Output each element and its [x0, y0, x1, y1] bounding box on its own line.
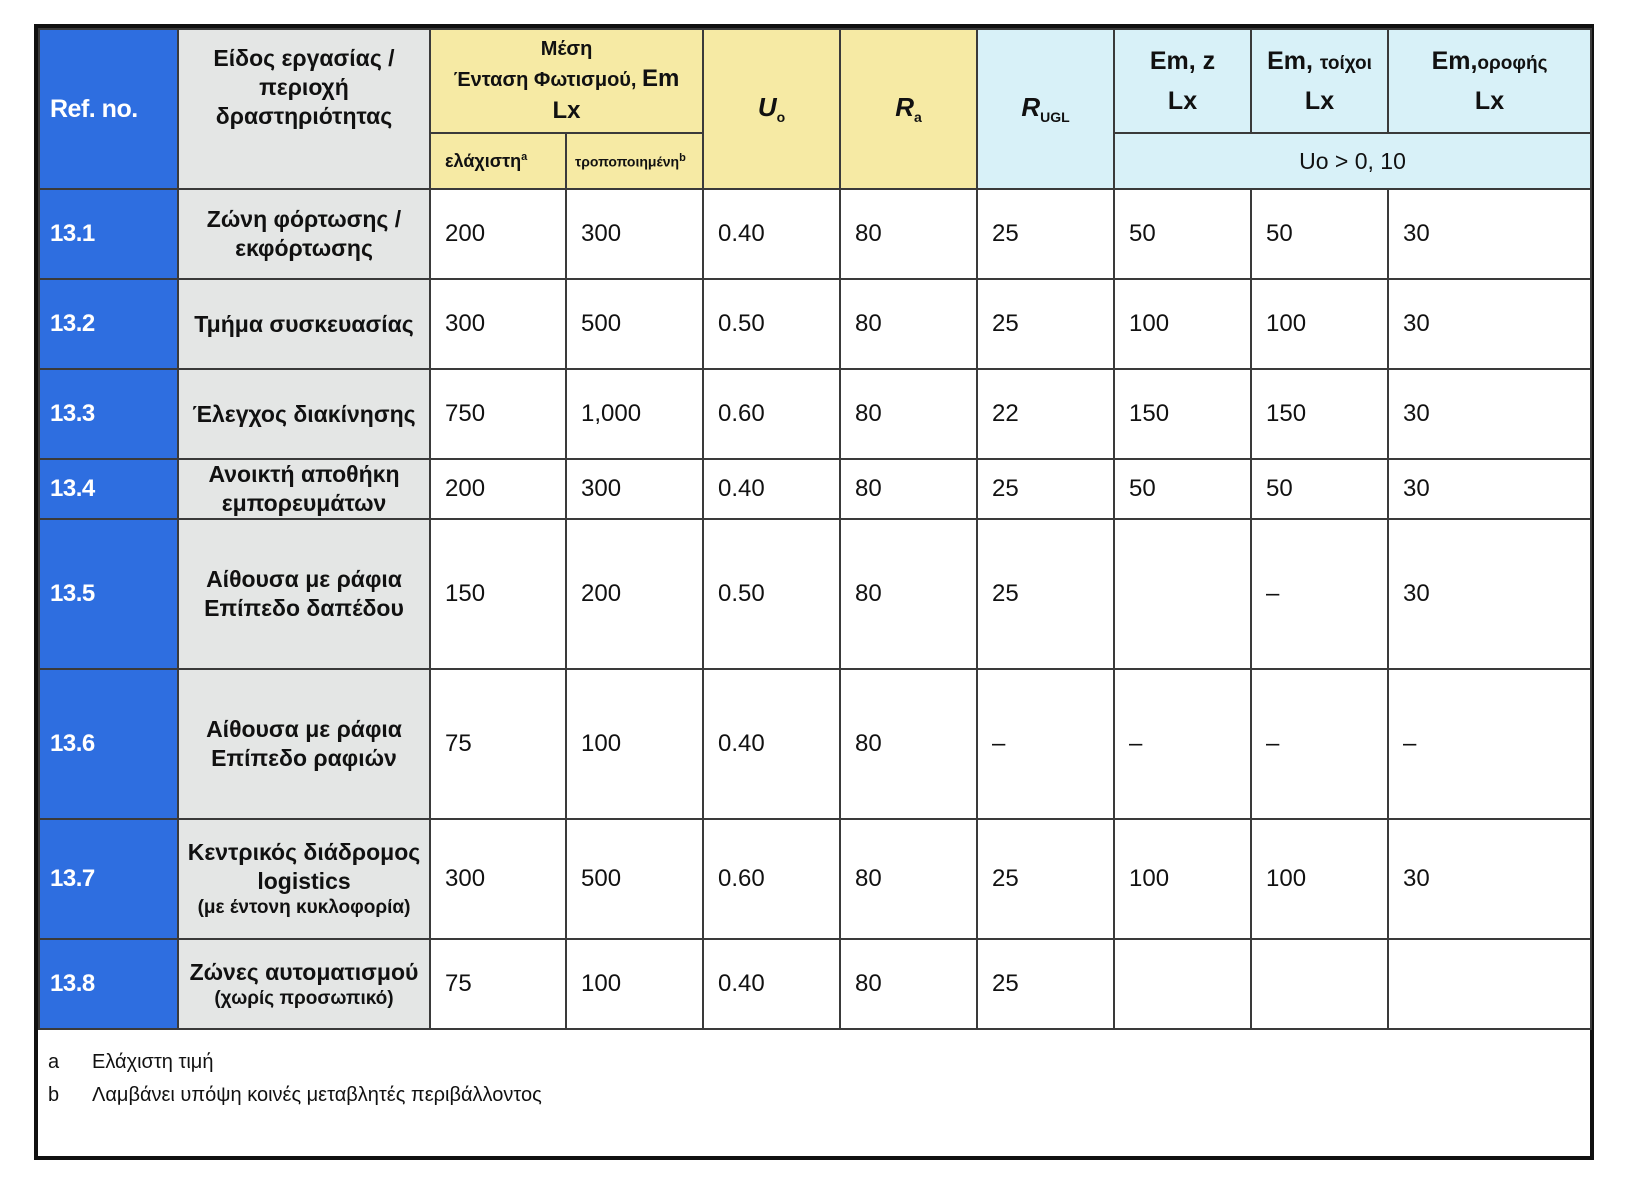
task-line: Ανοικτή αποθήκη	[208, 461, 400, 488]
rugl-cell: 25	[977, 819, 1114, 939]
emwall-cell: 50	[1251, 459, 1388, 519]
table-row	[39, 819, 1591, 939]
emceil-cell	[1388, 939, 1591, 1029]
uo-cell: 0.40	[703, 669, 840, 819]
table-row	[39, 669, 1591, 819]
ra-cell: 80	[840, 369, 977, 459]
ref-cell: 13.5	[39, 519, 178, 669]
ra-cell: 80	[840, 279, 977, 369]
lighting-requirements-table	[38, 28, 1592, 1030]
header-ra-subscript: a	[914, 109, 922, 126]
header-em-z-label: Em, z	[1149, 47, 1216, 75]
footnotes	[48, 1046, 542, 1112]
ref-cell: 13.2	[39, 279, 178, 369]
mod-cell: 100	[566, 939, 703, 1029]
ra-cell: 80	[840, 519, 977, 669]
uo-cell: 0.60	[703, 369, 840, 459]
header-uo-symbol: U	[757, 92, 777, 123]
header-mean-illuminance	[430, 29, 703, 133]
footnote	[48, 1079, 542, 1112]
header-min	[430, 133, 566, 189]
uo-cell: 0.50	[703, 519, 840, 669]
header-em-ceiling-sub: οροφής	[1477, 53, 1548, 74]
mod-cell: 300	[566, 459, 703, 519]
task-cell	[178, 279, 430, 369]
emwall-cell: 150	[1251, 369, 1388, 459]
min-cell: 75	[430, 939, 566, 1029]
emz-cell	[1114, 519, 1251, 669]
header-em-line2b: Em	[642, 65, 680, 92]
min-cell: 750	[430, 369, 566, 459]
min-cell: 150	[430, 519, 566, 669]
rugl-cell: 25	[977, 279, 1114, 369]
header-em-walls-unit: Lx	[1304, 87, 1335, 115]
header-em-walls-label: Em,	[1267, 47, 1320, 75]
header-em-line1: Μέση	[540, 38, 593, 60]
ref-cell: 13.1	[39, 189, 178, 279]
rugl-cell: 25	[977, 939, 1114, 1029]
header-task-line: Είδος εργασίας /	[213, 45, 395, 71]
header-min-footnote-mark: a	[521, 150, 528, 163]
emwall-cell: –	[1251, 669, 1388, 819]
header-uo	[703, 29, 840, 189]
task-line: Αίθουσα με ράφια	[206, 716, 402, 743]
header-uniformity-condition: Uo > 0, 10	[1114, 133, 1591, 189]
header-task	[178, 29, 430, 189]
lighting-requirements-document	[34, 24, 1594, 1160]
emwall-cell: –	[1251, 519, 1388, 669]
emz-cell: 150	[1114, 369, 1251, 459]
header-task-line: περιοχή	[259, 73, 349, 100]
table-row	[39, 519, 1591, 669]
task-note: (χωρίς προσωπικό)	[214, 987, 394, 1009]
uo-cell: 0.60	[703, 819, 840, 939]
header-modified-label: τροποποιημένη	[575, 153, 680, 170]
emceil-cell: 30	[1388, 189, 1591, 279]
rugl-cell: 25	[977, 519, 1114, 669]
min-cell: 300	[430, 819, 566, 939]
header-uo-subscript: o	[776, 109, 786, 126]
rugl-cell: 25	[977, 189, 1114, 279]
emwall-cell: 50	[1251, 189, 1388, 279]
footnote-text: Ελάχιστη τιμή	[92, 1051, 214, 1073]
emwall-cell: 100	[1251, 819, 1388, 939]
task-line: Ζώνες αυτοματισμού	[189, 958, 419, 985]
header-em-z	[1114, 29, 1251, 133]
emz-cell: 100	[1114, 819, 1251, 939]
emceil-cell: 30	[1388, 819, 1591, 939]
task-note: (με έντονη κυκλοφορία)	[197, 896, 411, 918]
footnote-key: b	[48, 1084, 60, 1106]
header-min-label: ελάχιστη	[445, 150, 522, 171]
emz-cell: 100	[1114, 279, 1251, 369]
mod-cell: 200	[566, 519, 703, 669]
task-line: εμπορευμάτων	[221, 490, 387, 516]
table-row	[39, 459, 1591, 519]
ra-cell: 80	[840, 939, 977, 1029]
emz-cell: 50	[1114, 459, 1251, 519]
mod-cell: 500	[566, 819, 703, 939]
rugl-cell: 25	[977, 459, 1114, 519]
task-cell	[178, 519, 430, 669]
emz-cell: –	[1114, 669, 1251, 819]
emz-cell: 50	[1114, 189, 1251, 279]
header-ref-no: Ref. no.	[39, 29, 178, 189]
ref-cell: 13.6	[39, 669, 178, 819]
mod-cell: 500	[566, 279, 703, 369]
ra-cell: 80	[840, 669, 977, 819]
emz-cell	[1114, 939, 1251, 1029]
header-em-z-unit: Lx	[1167, 87, 1198, 115]
task-cell	[178, 189, 430, 279]
min-cell: 75	[430, 669, 566, 819]
ra-cell: 80	[840, 819, 977, 939]
task-line: Επίπεδο ραφιών	[211, 745, 397, 771]
task-line: logistics	[257, 868, 351, 895]
emceil-cell: 30	[1388, 369, 1591, 459]
header-ra-symbol: R	[895, 92, 914, 123]
rugl-cell: –	[977, 669, 1114, 819]
uo-cell: 0.40	[703, 459, 840, 519]
task-line: Έλεγχος διακίνησης	[192, 400, 416, 427]
emceil-cell: –	[1388, 669, 1591, 819]
uo-cell: 0.50	[703, 279, 840, 369]
task-line: εκφόρτωσης	[235, 235, 373, 261]
header-em-ceiling-unit: Lx	[1474, 87, 1505, 115]
header-em-walls-sub: τοίχοι	[1319, 53, 1372, 74]
task-line: Ζώνη φόρτωσης /	[206, 206, 402, 233]
footnote	[48, 1046, 542, 1079]
ra-cell: 80	[840, 189, 977, 279]
table-row	[39, 939, 1591, 1029]
emceil-cell: 30	[1388, 459, 1591, 519]
min-cell: 200	[430, 189, 566, 279]
task-cell	[178, 369, 430, 459]
emceil-cell: 30	[1388, 519, 1591, 669]
task-cell	[178, 459, 430, 519]
ref-cell: 13.4	[39, 459, 178, 519]
emwall-cell: 100	[1251, 279, 1388, 369]
rugl-cell: 22	[977, 369, 1114, 459]
footnote-text: Λαμβάνει υπόψη κοινές μεταβλητές περιβάλλοντος	[92, 1084, 542, 1106]
header-ra	[840, 29, 977, 189]
task-cell	[178, 819, 430, 939]
table-row	[39, 369, 1591, 459]
task-line: Αίθουσα με ράφια	[206, 566, 402, 593]
emceil-cell: 30	[1388, 279, 1591, 369]
header-em-ceiling	[1388, 29, 1591, 133]
task-cell	[178, 669, 430, 819]
task-line: Επίπεδο δαπέδου	[204, 595, 404, 621]
header-em-line2a: Ένταση Φωτισμού,	[453, 69, 643, 91]
header-task-line: δραστηριότητας	[215, 102, 393, 129]
uo-cell: 0.40	[703, 189, 840, 279]
ref-cell: 13.8	[39, 939, 178, 1029]
header-em-walls	[1251, 29, 1388, 133]
header-rugl-subscript: UGL	[1040, 109, 1070, 126]
header-rugl-symbol: R	[1021, 92, 1041, 123]
ref-cell: 13.3	[39, 369, 178, 459]
table-row	[39, 189, 1591, 279]
header-rugl	[977, 29, 1114, 189]
emwall-cell	[1251, 939, 1388, 1029]
header-modified	[566, 133, 703, 189]
task-line: Τμήμα συσκευασίας	[194, 310, 414, 337]
mod-cell: 300	[566, 189, 703, 279]
min-cell: 200	[430, 459, 566, 519]
uo-cell: 0.40	[703, 939, 840, 1029]
task-line: Κεντρικός διάδρομος	[187, 839, 421, 866]
ra-cell: 80	[840, 459, 977, 519]
header-modified-footnote-mark: b	[679, 152, 686, 165]
header-em-ceiling-label: Em,	[1431, 47, 1478, 75]
ref-cell: 13.7	[39, 819, 178, 939]
task-cell	[178, 939, 430, 1029]
header-em-unit: Lx	[552, 97, 581, 125]
table-row	[39, 279, 1591, 369]
min-cell: 300	[430, 279, 566, 369]
footnote-key: a	[48, 1051, 60, 1073]
mod-cell: 1,000	[566, 369, 703, 459]
mod-cell: 100	[566, 669, 703, 819]
